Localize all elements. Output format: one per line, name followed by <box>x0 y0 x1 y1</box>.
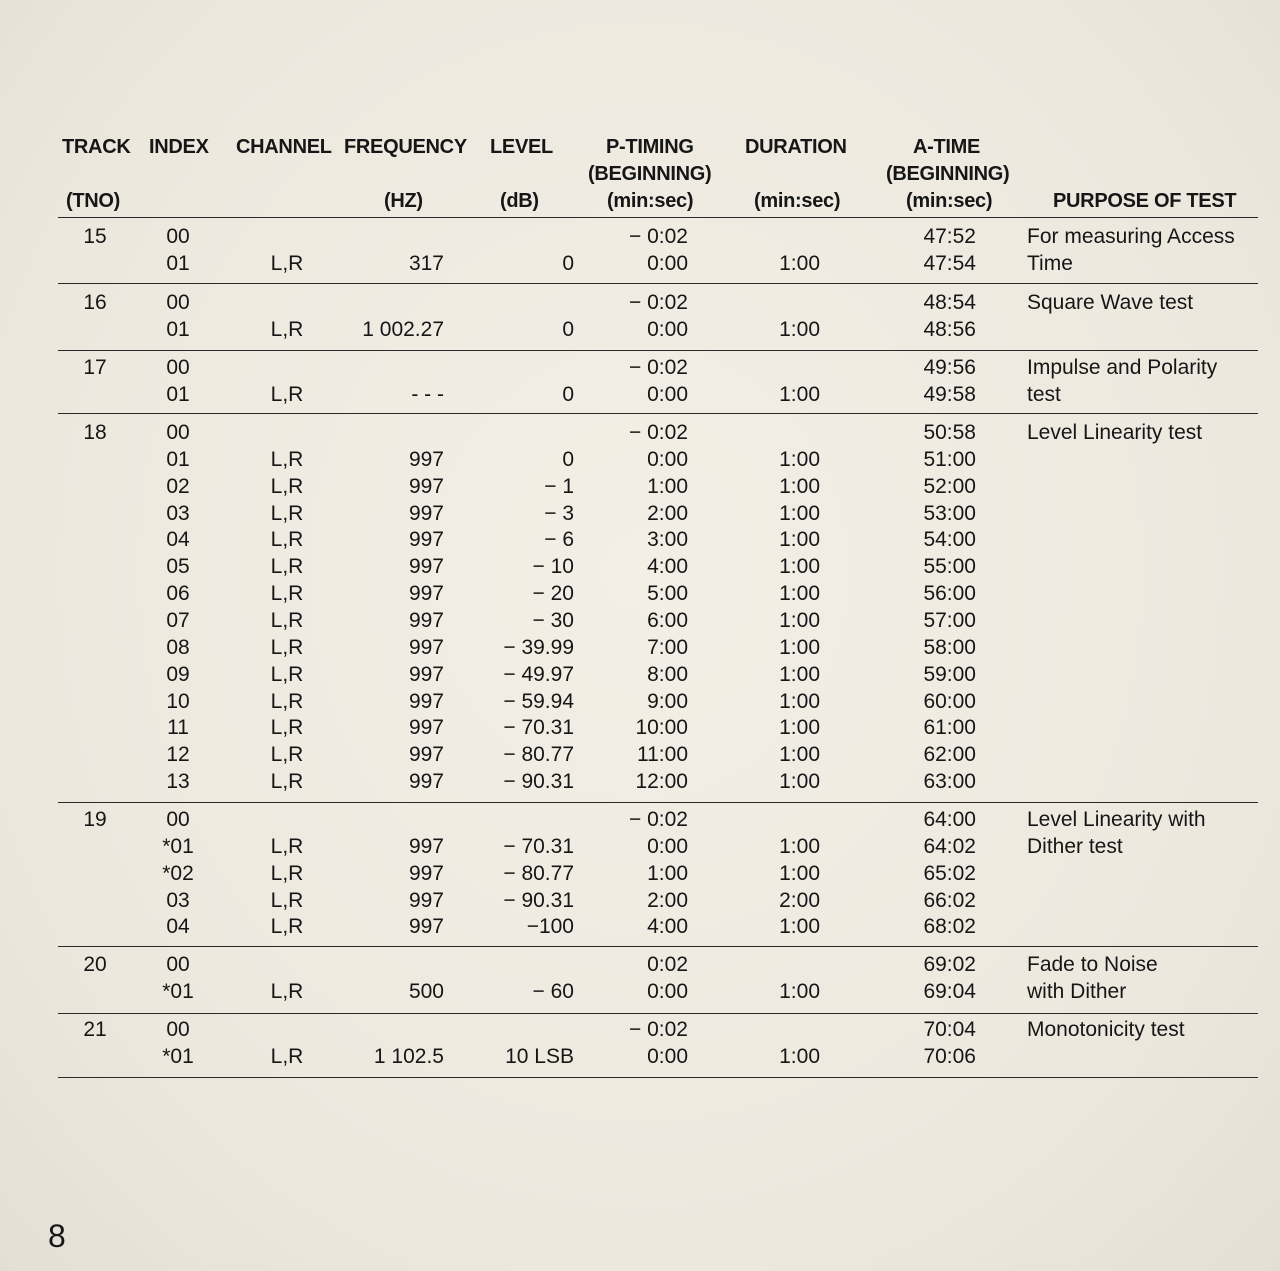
frequency-cell: 997 <box>408 447 444 471</box>
track-number: 21 <box>83 1018 107 1041</box>
level-cell: − 30 <box>532 608 574 632</box>
channel-cell: L,R <box>270 888 304 912</box>
atime-cell: 70:06 <box>923 1044 976 1068</box>
frequency-cell: 997 <box>408 915 444 939</box>
ptiming-cell: 12:00 <box>635 770 688 794</box>
table-rule <box>58 413 1258 414</box>
channel-cell: L,R <box>270 382 304 406</box>
level-cell: − 1 <box>544 474 574 498</box>
ptiming-cell: − 0:02 <box>629 291 688 314</box>
index-cell: 00 <box>166 356 190 379</box>
level-cell: 0 <box>562 251 574 275</box>
track-number: 15 <box>83 225 107 248</box>
ptiming-cell: 0:00 <box>647 979 688 1003</box>
header-atime: A-TIME <box>913 136 981 158</box>
atime-cell: 62:00 <box>923 743 976 767</box>
channel-cell: L,R <box>270 251 304 275</box>
header-ptiming: P-TIMING <box>606 136 694 158</box>
atime-cell: 59:00 <box>923 662 976 686</box>
index-cell: *01 <box>162 979 194 1003</box>
duration-cell: 1:00 <box>779 501 820 525</box>
frequency-cell: - - - <box>411 382 444 406</box>
channel-cell: L,R <box>270 582 304 606</box>
header-duration: DURATION <box>745 136 847 158</box>
channel-cell: L,R <box>270 861 304 885</box>
purpose-text: test <box>1027 382 1061 406</box>
atime-cell: 48:54 <box>923 291 976 314</box>
ptiming-cell: − 0:02 <box>629 225 688 248</box>
header-level: LEVEL <box>490 136 553 158</box>
index-cell: *01 <box>162 834 194 858</box>
atime-cell: 65:02 <box>923 861 976 885</box>
atime-cell: 66:02 <box>923 888 976 912</box>
index-cell: 00 <box>166 291 190 314</box>
index-cell: 05 <box>166 555 190 579</box>
index-cell: 00 <box>166 421 190 444</box>
atime-cell: 52:00 <box>923 474 976 498</box>
purpose-text: Monotonicity test <box>1027 1018 1185 1041</box>
track-number: 18 <box>83 421 107 444</box>
atime-cell: 50:58 <box>923 421 976 444</box>
purpose-text: Fade to Noise <box>1027 953 1158 976</box>
atime-cell: 49:56 <box>923 356 976 379</box>
table-rule <box>58 283 1258 284</box>
index-cell: 02 <box>166 474 190 498</box>
purpose-text: For measuring Access <box>1027 225 1235 248</box>
duration-cell: 1:00 <box>779 689 820 713</box>
index-cell: *02 <box>162 861 194 885</box>
header-frequency-sub: (HZ) <box>384 190 423 212</box>
duration-cell: 1:00 <box>779 528 820 552</box>
header-track: TRACK <box>62 136 131 158</box>
atime-cell: 60:00 <box>923 689 976 713</box>
duration-cell: 1:00 <box>779 861 820 885</box>
atime-cell: 48:56 <box>923 317 976 341</box>
atime-cell: 49:58 <box>923 382 976 406</box>
frequency-cell: 997 <box>408 834 444 858</box>
header-ptiming-unit: (min:sec) <box>607 190 694 212</box>
duration-cell: 1:00 <box>779 582 820 606</box>
purpose-text: Square Wave test <box>1027 291 1194 314</box>
level-cell: − 10 <box>532 555 574 579</box>
index-cell: 13 <box>166 770 190 794</box>
frequency-cell: 997 <box>408 888 444 912</box>
index-cell: 11 <box>167 716 189 740</box>
level-cell: − 80.77 <box>503 743 574 767</box>
ptiming-cell: − 0:02 <box>629 1018 688 1041</box>
channel-cell: L,R <box>270 635 304 659</box>
ptiming-cell: 7:00 <box>647 635 688 659</box>
level-cell: − 80.77 <box>503 861 574 885</box>
atime-cell: 61:00 <box>923 716 976 740</box>
level-cell: −100 <box>526 915 574 939</box>
duration-cell: 1:00 <box>779 317 820 341</box>
ptiming-cell: 0:00 <box>647 447 688 471</box>
channel-cell: L,R <box>270 716 304 740</box>
atime-cell: 68:02 <box>923 915 976 939</box>
ptiming-cell: 2:00 <box>647 888 688 912</box>
index-cell: 01 <box>166 251 190 275</box>
atime-cell: 56:00 <box>923 582 976 606</box>
channel-cell: L,R <box>270 662 304 686</box>
header-atime-sub: (BEGINNING) <box>886 163 1010 185</box>
duration-cell: 1:00 <box>779 635 820 659</box>
atime-cell: 69:04 <box>923 979 976 1003</box>
index-cell: 01 <box>166 382 190 406</box>
ptiming-cell: 1:00 <box>647 861 688 885</box>
atime-cell: 63:00 <box>923 770 976 794</box>
frequency-cell: 997 <box>408 770 444 794</box>
channel-cell: L,R <box>270 743 304 767</box>
ptiming-cell: 9:00 <box>647 689 688 713</box>
header-atime-unit: (min:sec) <box>906 190 993 212</box>
frequency-cell: 317 <box>408 251 444 275</box>
duration-cell: 1:00 <box>779 447 820 471</box>
level-cell: − 90.31 <box>503 888 574 912</box>
duration-cell: 1:00 <box>779 608 820 632</box>
header-purpose: PURPOSE OF TEST <box>1053 190 1237 212</box>
table-rule <box>58 802 1258 803</box>
ptiming-cell: 4:00 <box>647 555 688 579</box>
header-level-sub: (dB) <box>500 190 539 212</box>
track-number: 19 <box>83 808 107 831</box>
purpose-text: Time <box>1027 251 1073 275</box>
index-cell: 08 <box>166 635 190 659</box>
purpose-text: Level Linearity test <box>1027 421 1203 444</box>
duration-cell: 1:00 <box>779 743 820 767</box>
index-cell: 00 <box>166 953 190 976</box>
ptiming-cell: 10:00 <box>635 716 688 740</box>
channel-cell: L,R <box>270 501 304 525</box>
atime-cell: 57:00 <box>923 608 976 632</box>
channel-cell: L,R <box>270 474 304 498</box>
table-rule <box>58 1077 1258 1078</box>
track-number: 16 <box>83 291 107 314</box>
level-cell: − 70.31 <box>503 716 574 740</box>
header-duration-sub: (min:sec) <box>754 190 841 212</box>
level-cell: − 90.31 <box>503 770 574 794</box>
frequency-cell: 997 <box>408 689 444 713</box>
atime-cell: 47:54 <box>923 251 976 275</box>
channel-cell: L,R <box>270 915 304 939</box>
index-cell: 01 <box>166 317 190 341</box>
atime-cell: 70:04 <box>923 1018 976 1041</box>
level-cell: 0 <box>562 382 574 406</box>
atime-cell: 58:00 <box>923 635 976 659</box>
ptiming-cell: 0:00 <box>647 834 688 858</box>
page-number: 8 <box>48 1218 66 1254</box>
duration-cell: 1:00 <box>779 555 820 579</box>
frequency-cell: 997 <box>408 501 444 525</box>
table-rule <box>58 1013 1258 1014</box>
duration-cell: 1:00 <box>779 382 820 406</box>
level-cell: − 59.94 <box>503 689 574 713</box>
index-cell: 10 <box>166 689 190 713</box>
ptiming-cell: 0:00 <box>647 382 688 406</box>
channel-cell: L,R <box>270 770 304 794</box>
index-cell: 04 <box>166 915 190 939</box>
index-cell: 09 <box>166 662 190 686</box>
atime-cell: 51:00 <box>923 447 976 471</box>
ptiming-cell: 11:00 <box>637 743 688 767</box>
atime-cell: 54:00 <box>923 528 976 552</box>
ptiming-cell: 2:00 <box>647 501 688 525</box>
frequency-cell: 500 <box>408 979 444 1003</box>
ptiming-cell: 0:00 <box>647 317 688 341</box>
atime-cell: 53:00 <box>923 501 976 525</box>
atime-cell: 55:00 <box>923 555 976 579</box>
ptiming-cell: 6:00 <box>647 608 688 632</box>
level-cell: 0 <box>562 447 574 471</box>
duration-cell: 1:00 <box>779 662 820 686</box>
header-index: INDEX <box>149 136 209 158</box>
channel-cell: L,R <box>270 555 304 579</box>
level-cell: 0 <box>562 317 574 341</box>
level-cell: − 60 <box>532 979 574 1003</box>
frequency-cell: 997 <box>408 662 444 686</box>
channel-cell: L,R <box>270 447 304 471</box>
level-cell: − 70.31 <box>503 834 574 858</box>
channel-cell: L,R <box>270 834 304 858</box>
table-rule <box>58 350 1258 351</box>
duration-cell: 1:00 <box>779 716 820 740</box>
frequency-cell: 997 <box>408 635 444 659</box>
ptiming-cell: 4:00 <box>647 915 688 939</box>
header-track-sub: (TNO) <box>66 190 121 212</box>
duration-cell: 1:00 <box>779 979 820 1003</box>
track-number: 20 <box>83 953 107 976</box>
level-cell: − 6 <box>544 528 574 552</box>
frequency-cell: 1 002.27 <box>362 317 444 341</box>
duration-cell: 1:00 <box>779 770 820 794</box>
duration-cell: 1:00 <box>779 474 820 498</box>
frequency-cell: 997 <box>408 716 444 740</box>
index-cell: 00 <box>166 225 190 248</box>
channel-cell: L,R <box>270 979 304 1003</box>
header-frequency: FREQUENCY <box>344 136 467 158</box>
channel-cell: L,R <box>270 608 304 632</box>
atime-cell: 47:52 <box>923 225 976 248</box>
table-rule <box>58 217 1258 218</box>
level-cell: 10 LSB <box>505 1044 574 1068</box>
index-cell: 06 <box>166 582 190 606</box>
purpose-text: Impulse and Polarity <box>1027 356 1218 379</box>
duration-cell: 1:00 <box>779 251 820 275</box>
frequency-cell: 997 <box>408 528 444 552</box>
channel-cell: L,R <box>270 528 304 552</box>
level-cell: − 20 <box>532 582 574 606</box>
duration-cell: 1:00 <box>779 915 820 939</box>
atime-cell: 64:02 <box>923 834 976 858</box>
ptiming-cell: 0:02 <box>647 953 688 976</box>
track-number: 17 <box>83 356 107 379</box>
ptiming-cell: 3:00 <box>647 528 688 552</box>
frequency-cell: 997 <box>408 555 444 579</box>
header-ptiming-sub: (BEGINNING) <box>588 163 712 185</box>
ptiming-cell: 8:00 <box>647 662 688 686</box>
ptiming-cell: − 0:02 <box>629 808 688 831</box>
ptiming-cell: − 0:02 <box>629 421 688 444</box>
ptiming-cell: 1:00 <box>647 474 688 498</box>
table-rule <box>58 946 1258 947</box>
index-cell: 03 <box>166 501 190 525</box>
index-cell: 03 <box>166 888 190 912</box>
index-cell: 07 <box>166 608 190 632</box>
channel-cell: L,R <box>270 689 304 713</box>
purpose-text: Dither test <box>1027 834 1123 858</box>
channel-cell: L,R <box>270 1044 304 1068</box>
header-channel: CHANNEL <box>236 136 332 158</box>
level-cell: − 49.97 <box>503 662 574 686</box>
index-cell: 01 <box>166 447 190 471</box>
index-cell: *01 <box>162 1044 194 1068</box>
duration-cell: 1:00 <box>779 834 820 858</box>
frequency-cell: 997 <box>408 608 444 632</box>
channel-cell: L,R <box>270 317 304 341</box>
frequency-cell: 997 <box>408 743 444 767</box>
duration-cell: 1:00 <box>779 1044 820 1068</box>
atime-cell: 64:00 <box>923 808 976 831</box>
ptiming-cell: 5:00 <box>647 582 688 606</box>
index-cell: 00 <box>166 808 190 831</box>
ptiming-cell: − 0:02 <box>629 356 688 379</box>
frequency-cell: 997 <box>408 474 444 498</box>
purpose-text: with Dither <box>1027 979 1127 1003</box>
purpose-text: Level Linearity with <box>1027 808 1206 831</box>
index-cell: 00 <box>166 1018 190 1041</box>
index-cell: 04 <box>166 528 190 552</box>
frequency-cell: 1 102.5 <box>373 1044 444 1068</box>
ptiming-cell: 0:00 <box>647 251 688 275</box>
atime-cell: 69:02 <box>923 953 976 976</box>
level-cell: − 3 <box>544 501 574 525</box>
index-cell: 12 <box>166 743 190 767</box>
ptiming-cell: 0:00 <box>647 1044 688 1068</box>
duration-cell: 2:00 <box>779 888 820 912</box>
frequency-cell: 997 <box>408 861 444 885</box>
frequency-cell: 997 <box>408 582 444 606</box>
level-cell: − 39.99 <box>503 635 574 659</box>
